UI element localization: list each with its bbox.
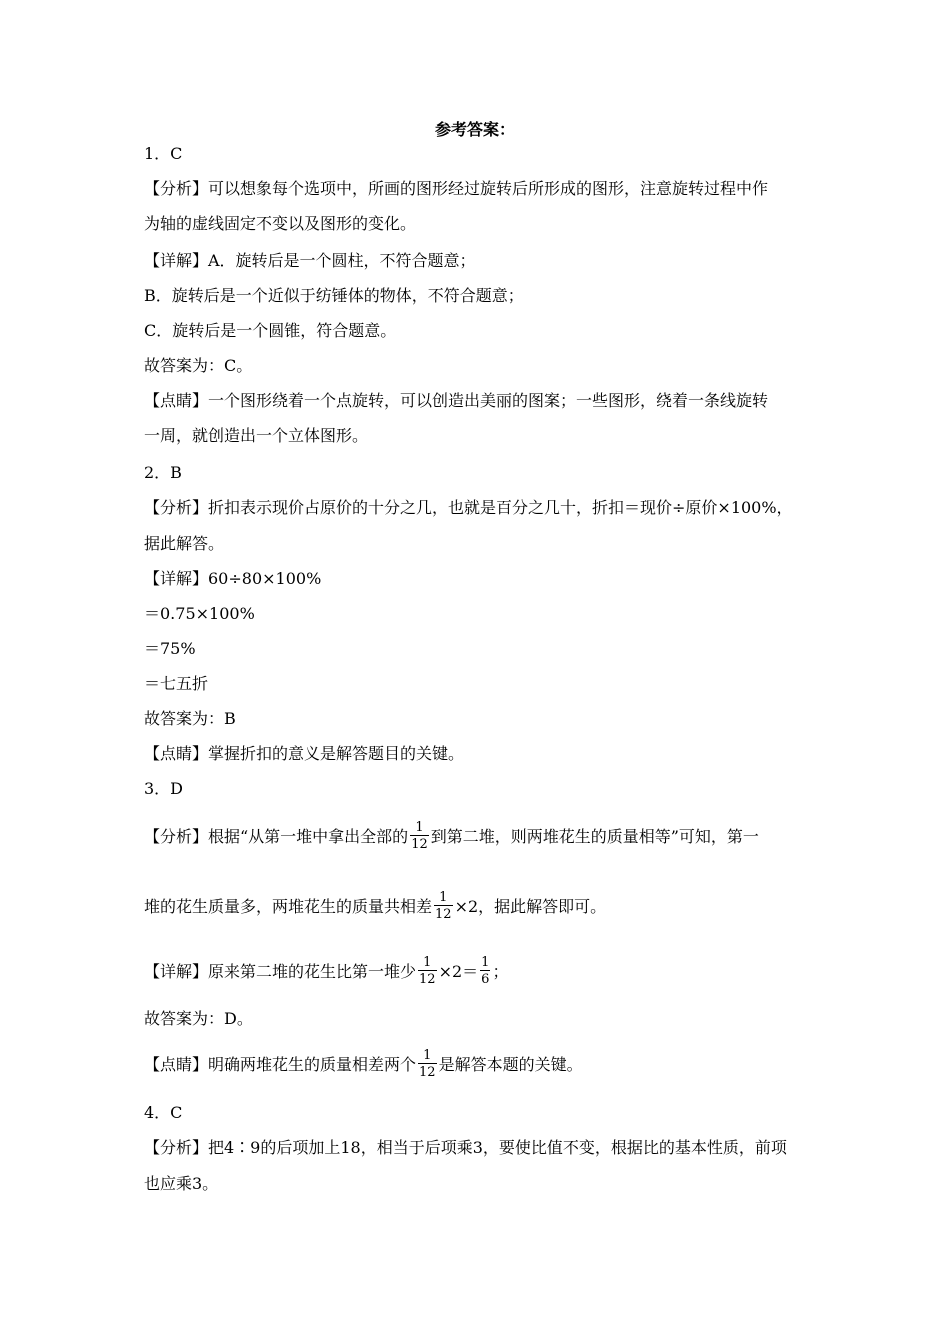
q3-detail-text-a: 【详解】原来第二堆的花生比第一堆少	[144, 962, 417, 981]
q1-analysis-line-1: 【分析】可以想象每个选项中，所画的图形经过旋转后所形成的图形，注意旋转过程中作	[144, 179, 769, 198]
q2-analysis-line-2: 据此解答。	[144, 534, 225, 553]
q1-detail-line-1: 【详解】A．旋转后是一个圆柱，不符合题意；	[144, 251, 476, 270]
fraction-one-twelfth: $\frac{1}{12}$	[419, 954, 436, 987]
q3-analysis-text-d: ×2，据此解答即可。	[454, 897, 607, 916]
q4-analysis-line-1: 【分析】把4∶9的后项加上18，相当于后项乘3，要使比值不变，根据比的基本性质，前项	[144, 1138, 787, 1157]
q3-analysis-text-a: 【分析】根据“从第一堆中拿出全部的	[144, 827, 409, 846]
q3-analysis-text-b: 到第二堆，则两堆花生的质量相等”可知，第一	[430, 827, 759, 846]
page-title: 参考答案：	[434, 120, 515, 139]
q3-answer: 故答案为：D。	[144, 1009, 253, 1028]
q1-detail-line-2: B．旋转后是一个近似于纺锤体的物体，不符合题意；	[144, 286, 524, 305]
q3-analysis-line-1	[144, 820, 759, 854]
q1-comment-line-2: 一周，就创造出一个立体图形。	[144, 426, 369, 445]
q3-comment-text-b: 是解答本题的关键。	[438, 1055, 583, 1074]
q3-detail-text-c: ；	[492, 962, 509, 981]
fraction-one-twelfth: $\frac{1}{12}$	[435, 889, 452, 922]
q2-detail-line-3: ＝75%	[144, 639, 196, 658]
q2-analysis-line-1: 【分析】折扣表示现价占原价的十分之几，也就是百分之几十，折扣＝现价÷原价×100%，	[144, 498, 793, 517]
q2-comment: 【点睛】掌握折扣的意义是解答题目的关键。	[144, 744, 465, 763]
q2-detail-line-1: 【详解】60÷80×100%	[144, 569, 322, 588]
q3-analysis-line-2	[144, 890, 606, 924]
q2-detail-line-4: ＝七五折	[144, 674, 209, 693]
q1-comment-line-1: 【点睛】一个图形绕着一个点旋转，可以创造出美丽的图案；一些图形，绕着一条线旋转	[144, 391, 769, 410]
q4-number: 4．C	[144, 1103, 183, 1122]
q1-number: 1．C	[144, 144, 183, 163]
fraction-one-sixth: $\frac{1}{6}$	[481, 954, 490, 987]
q4-analysis-line-2: 也应乘3。	[144, 1174, 219, 1193]
fraction-one-twelfth: $\frac{1}{12}$	[419, 1047, 436, 1080]
q3-comment-line	[144, 1048, 583, 1082]
q2-detail-line-2: ＝0.75×100%	[144, 604, 255, 623]
fraction-one-twelfth: $\frac{1}{12}$	[411, 819, 428, 852]
q1-analysis-line-2: 为轴的虚线固定不变以及图形的变化。	[144, 214, 417, 233]
q1-answer: 故答案为：C。	[144, 356, 253, 375]
q3-detail-line	[144, 955, 508, 989]
q1-detail-line-3: C．旋转后是一个圆锥，符合题意。	[144, 321, 397, 340]
q3-analysis-text-c: 堆的花生质量多，两堆花生的质量共相差	[144, 897, 433, 916]
q2-answer: 故答案为：B	[144, 709, 236, 728]
q3-comment-text-a: 【点睛】明确两堆花生的质量相差两个	[144, 1055, 417, 1074]
q3-number: 3．D	[144, 779, 184, 798]
q2-number: 2．B	[144, 463, 182, 482]
q3-detail-text-b: ×2＝	[438, 962, 479, 981]
